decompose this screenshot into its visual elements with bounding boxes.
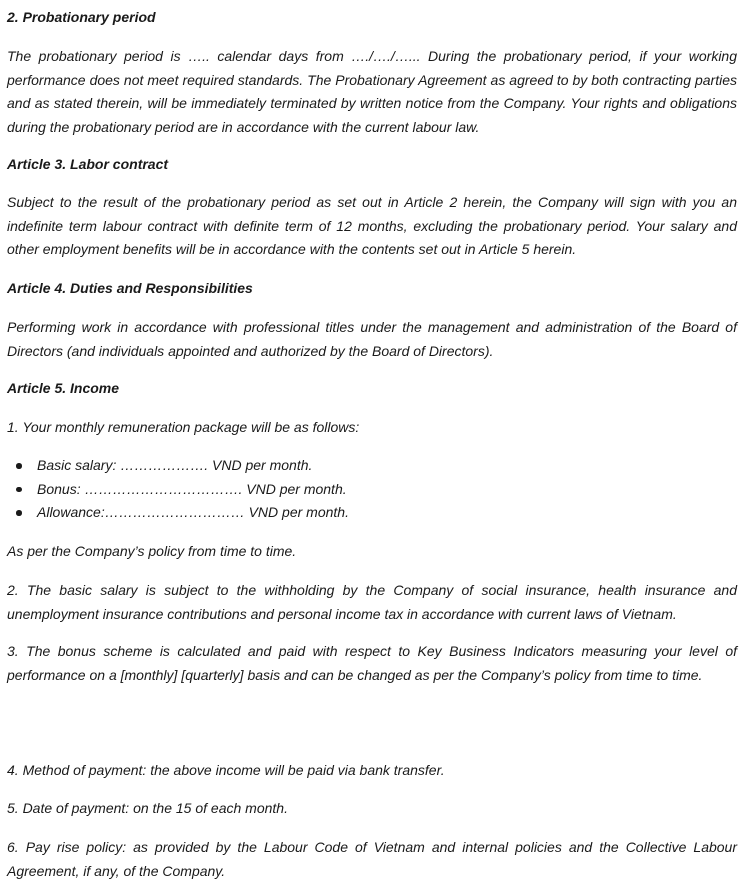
- probationary-period-text: The probationary period is ….. calendar days from …./…./…... During the probationary period, if your working performance does not meet required standards. The Probationary Agreement as agreed to by both contracting parties and as stated therein, will be immediately terminated by written notice from the Company. Your rights and obligations during the probationary period are in accordance with the current labour law.: [7, 48, 737, 135]
- article-3-text: Subject to the result of the probationary period as set out in Article 2 herein, the Company will sign with you an indefinite term labour contract with definite term of 12 months, excluding the probationary period. Your salary and other employment benefits will be in accordance with the contents set out in Article 5 herein.: [7, 194, 737, 257]
- policy-note: As per the Company’s policy from time to time.: [7, 543, 297, 559]
- list-item-basic-salary: Basic salary: ………………. VND per month.: [7, 454, 727, 478]
- list-item-bonus: Bonus: ……………………………. VND per month.: [7, 478, 727, 502]
- income-intro: 1. Your monthly remuneration package will be as follows:: [7, 419, 360, 435]
- income-point-4: 4. Method of payment: the above income will be paid via bank transfer.: [7, 762, 445, 778]
- article-4-text: Performing work in accordance with professional titles under the management and administration of the Board of Directors (and individuals appointed and authorized by the Board of Directors).: [7, 319, 737, 359]
- income-point-3: 3. The bonus scheme is calculated and paid with respect to Key Business Indicators measuring your level of performance on a [monthly] [quarterly] basis and can be changed as per the Company’s policy from time to time.: [7, 643, 737, 683]
- list-item-allowance: Allowance:………………………… VND per month.: [7, 501, 727, 525]
- article-3-heading: Article 3. Labor contract: [7, 156, 169, 172]
- income-point-6: 6. Pay rise policy: as provided by the Labour Code of Vietnam and internal policies and the Collective Labour Agreement, if any, of the Company.: [7, 839, 737, 879]
- probationary-period-heading: 2. Probationary period: [7, 9, 156, 25]
- article-4-heading: Article 4. Duties and Responsibilities: [7, 280, 253, 296]
- remuneration-list: [7, 454, 727, 525]
- income-point-2: 2. The basic salary is subject to the withholding by the Company of social insurance, health insurance and unemployment insurance contributions and personal income tax in accordance with current laws of Vietnam.: [7, 582, 737, 622]
- article-5-heading: Article 5. Income: [7, 380, 120, 396]
- income-point-5: 5. Date of payment: on the 15 of each month.: [7, 800, 288, 816]
